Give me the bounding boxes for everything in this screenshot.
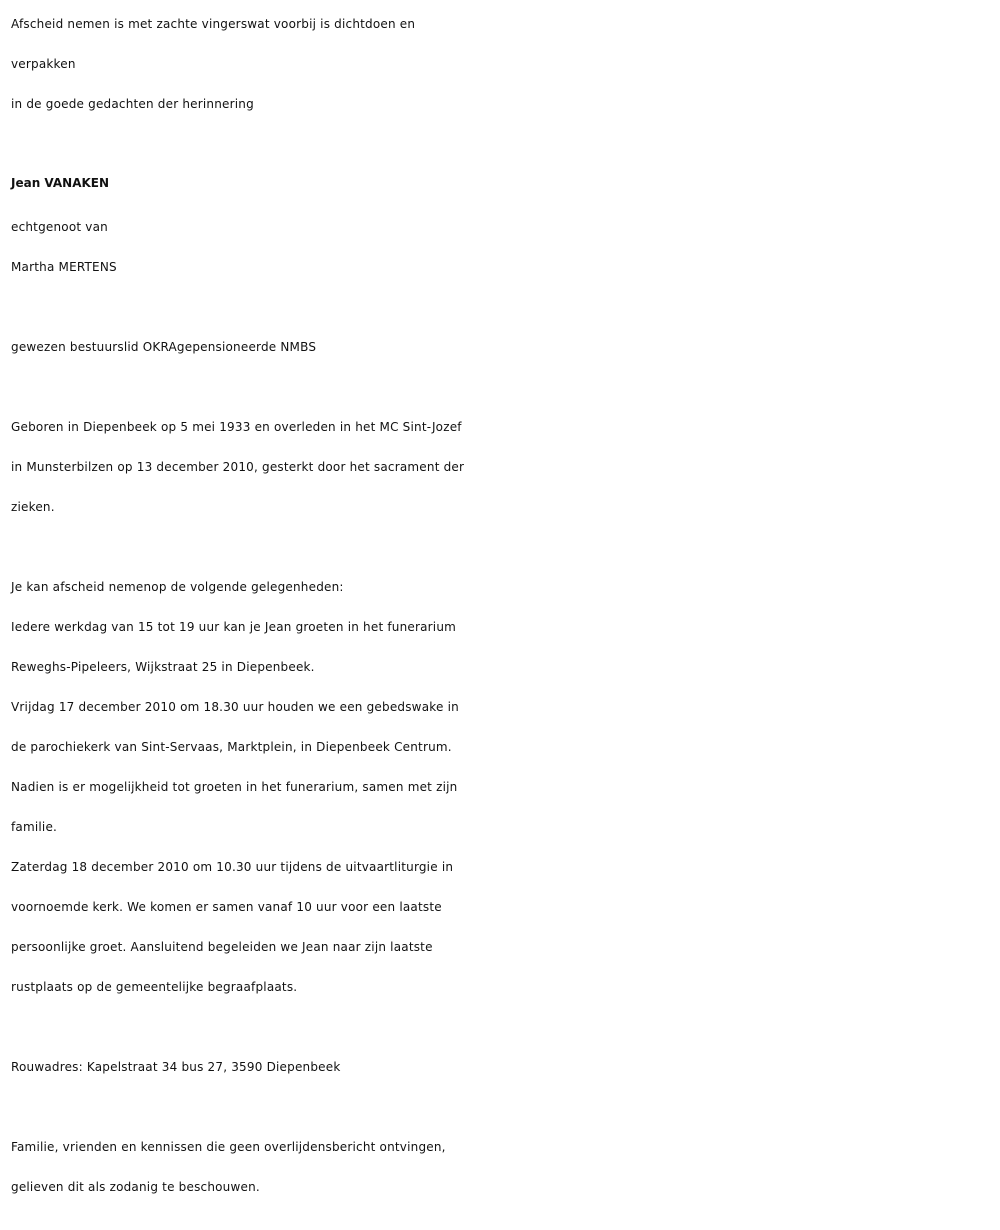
spacer [11,367,991,407]
poem-line-1: Afscheid nemen is met zachte vingerswat voorbij is dichtdoen en [11,17,416,31]
farewell-line: familie. [11,820,58,834]
closing-line: Familie, vrienden en kennissen die geen overlijdensbericht ontvingen, [11,1140,446,1154]
farewell-line: Nadien is er mogelijkheid tot groeten in het funerarium, samen met zijn [11,780,458,794]
birth-death-line: in Munsterbilzen op 13 december 2010, gesterkt door het sacrament der [11,460,465,474]
deceased-name: Jean VANAKEN [11,176,110,190]
farewell-line: Iedere werkdag van 15 tot 19 uur kan je Jean groeten in het funerarium [11,620,457,634]
farewell-line: Reweghs-Pipeleers, Wijkstraat 25 in Diepenbeek. [11,660,315,674]
farewell-paragraph [11,567,991,1007]
spacer [11,287,991,327]
birth-death-line: zieken. [11,500,55,514]
mourning-address: Rouwadres: Kapelstraat 34 bus 27, 3590 Diepenbeek [11,1060,341,1074]
spacer [11,527,991,567]
birth-death-line: Geboren in Diepenbeek op 5 mei 1933 en overleden in het MC Sint-Jozef [11,420,462,434]
farewell-line: Zaterdag 18 december 2010 om 10.30 uur tijdens de uitvaartliturgie in [11,860,454,874]
spouse-name: Martha MERTENS [11,260,117,274]
farewell-line: de parochiekerk van Sint-Servaas, Marktplein, in Diepenbeek Centrum. [11,740,452,754]
obituary-document [11,4,991,1207]
closing-paragraph [11,1127,991,1207]
closing-line: gelieven dit als zodanig te beschouwen. [11,1180,260,1194]
farewell-intro: Je kan afscheid nemenop de volgende gelegenheden: [11,580,344,594]
farewell-line: rustplaats op de gemeentelijke begraafplaats. [11,980,298,994]
farewell-line: Vrijdag 17 december 2010 om 18.30 uur houden we een gebedswake in [11,700,459,714]
poem-line-2: verpakken [11,57,76,71]
poem-line-3: in de goede gedachten der herinnering [11,97,254,111]
spacer [11,1087,991,1127]
farewell-line: persoonlijke groet. Aansluitend begeleiden we Jean naar zijn laatste [11,940,433,954]
farewell-line: voornoemde kerk. We komen er samen vanaf 10 uur voor een laatste [11,900,442,914]
poem [11,4,991,124]
role-text: gewezen bestuurslid OKRAgepensioneerde NMBS [11,340,317,354]
spacer [11,1007,991,1047]
relation-text: echtgenoot van [11,220,108,234]
birth-death-paragraph [11,407,991,527]
